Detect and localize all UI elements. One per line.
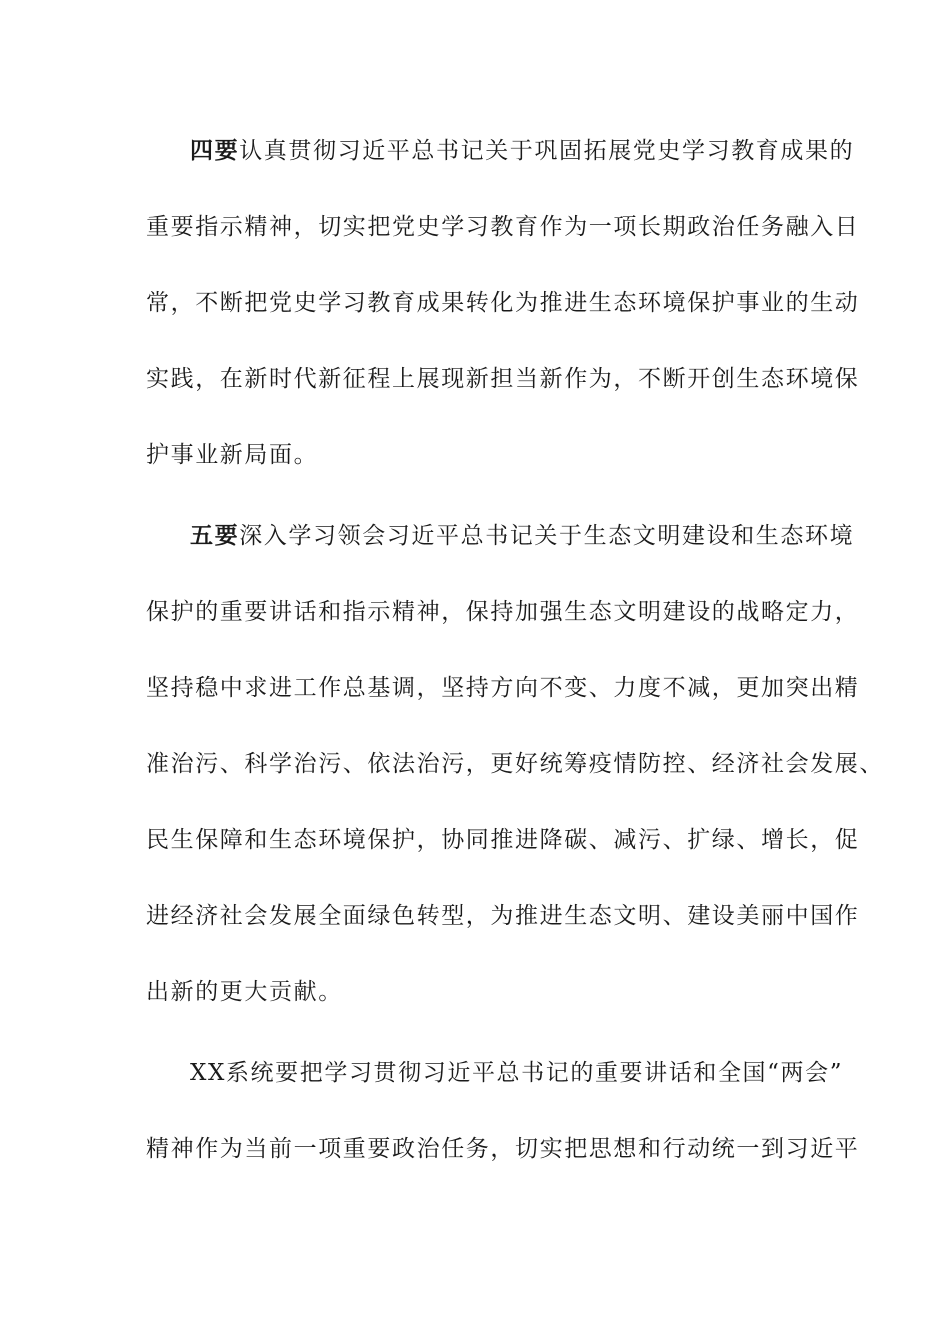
paragraph-four-line-3: 常，不断把党史学习教育成果转化为推进生态环境保护事业的生动: [146, 290, 860, 316]
paragraph-four-text: 认真贯彻习近平总书记关于巩固拓展党史学习教育成果的: [239, 138, 855, 164]
paragraph-four-line-4: 实践，在新时代新征程上展现新担当新作为，不断开创生态环境保: [146, 366, 860, 392]
paragraph-five-line-7: 出新的更大贡献。: [146, 979, 343, 1005]
paragraph-five-line-5: 民生保障和生态环境保护，协同推进降碳、减污、扩绿、增长，促: [146, 827, 860, 853]
paragraph-five-line-1: [190, 521, 854, 551]
paragraph-system-line-2: 精神作为当前一项重要政治任务，切实把思想和行动统一到习近平: [146, 1136, 860, 1162]
paragraph-five-text: 深入学习领会习近平总书记关于生态文明建设和生态环境: [239, 523, 855, 549]
paragraph-five-lead: 五要: [190, 523, 240, 549]
paragraph-four-line-5: 护事业新局面。: [146, 442, 319, 468]
paragraph-four-line-1: [190, 136, 854, 166]
paragraph-four-lead: 四要: [190, 138, 240, 164]
paragraph-five-line-3: 坚持稳中求进工作总基调，坚持方向不变、力度不减，更加突出精: [146, 675, 860, 701]
paragraph-system-line-1: XX系统要把学习贯彻习近平总书记的重要讲话和全国“两会”: [190, 1060, 844, 1086]
paragraph-five-line-4: 准治污、科学治污、依法治污，更好统筹疫情防控、经济社会发展、: [146, 751, 884, 777]
paragraph-five-line-6: 进经济社会发展全面绿色转型，为推进生态文明、建设美丽中国作: [146, 903, 860, 929]
paragraph-five-line-2: 保护的重要讲话和指示精神，保持加强生态文明建设的战略定力，: [146, 599, 860, 625]
paragraph-four-line-2: 重要指示精神，切实把党史学习教育作为一项长期政治任务融入日: [146, 214, 860, 240]
